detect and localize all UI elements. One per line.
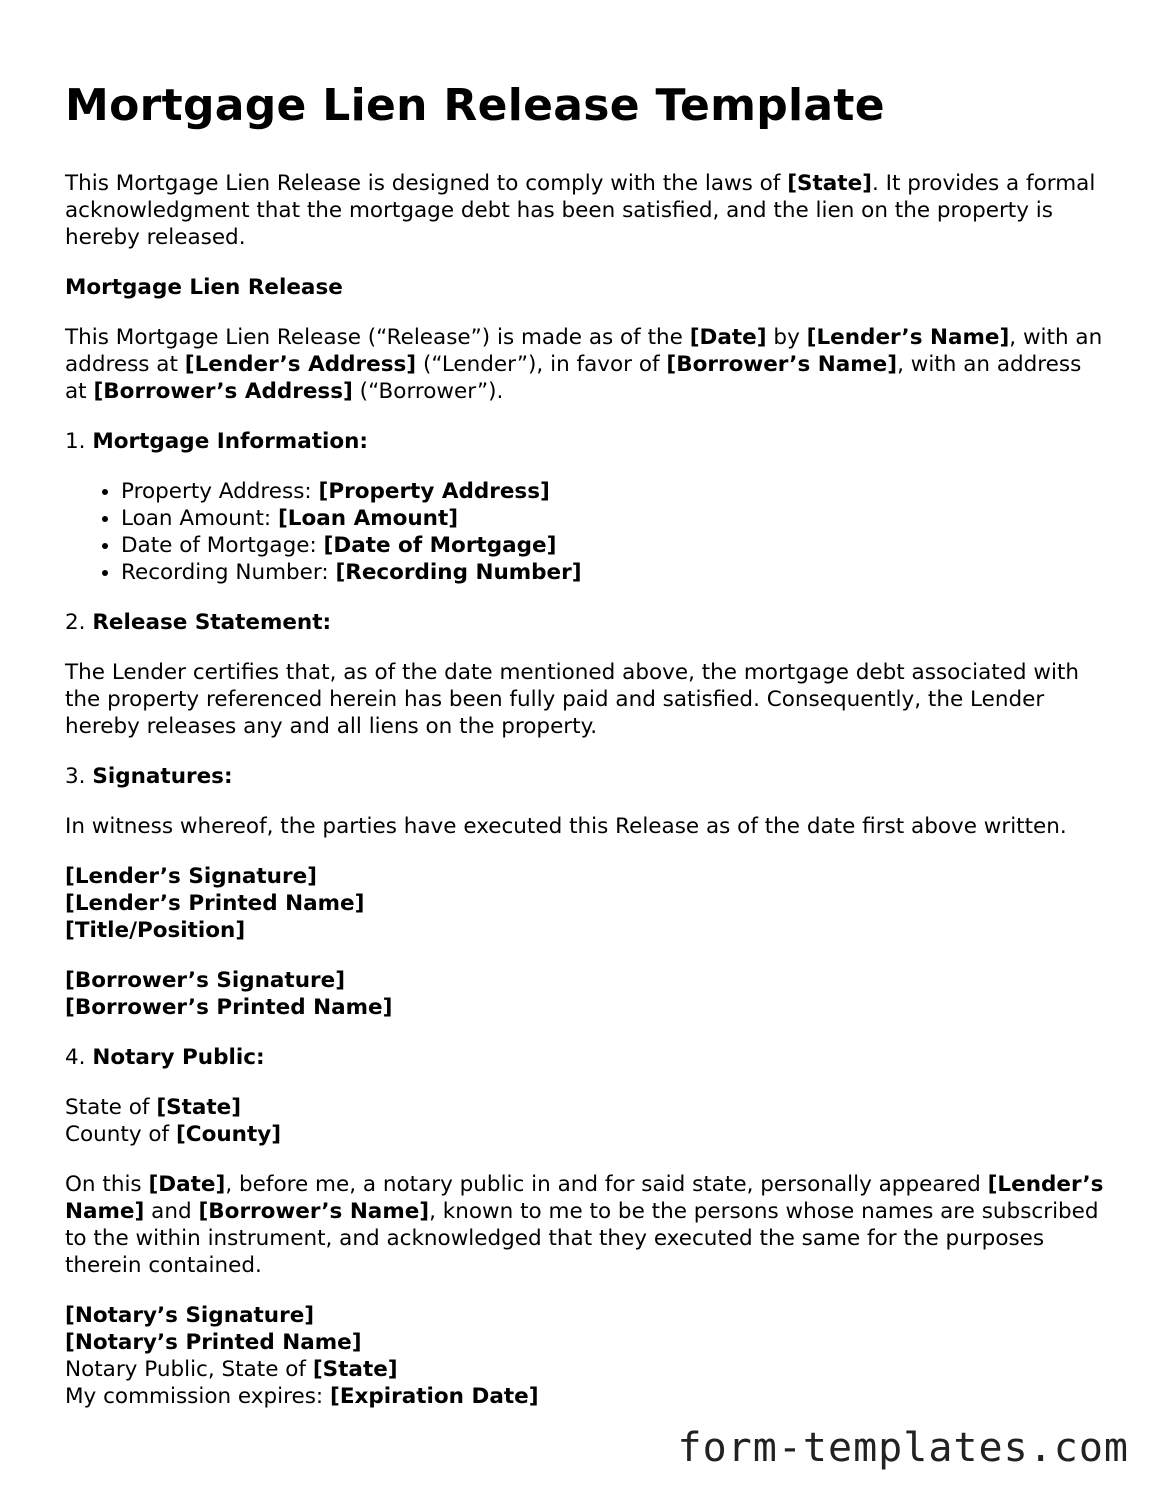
intro-paragraph: This Mortgage Lien Release is designed to comply with the laws of [State]. It provides a formal acknowledgment that the mortgage debt has been satisfied, and the lien on the property is hereby released. xyxy=(65,170,1096,250)
lender-printed-name: [Lender’s Printed Name] xyxy=(65,890,365,916)
borrower-printed-name: [Borrower’s Printed Name] xyxy=(65,994,393,1020)
section-4-heading: 4. Notary Public: xyxy=(65,1044,265,1070)
lender-title: [Title/Position] xyxy=(65,917,246,943)
notary-printed-name: [Notary’s Printed Name] xyxy=(65,1329,362,1355)
witness-text: In witness whereof, the parties have executed this Release as of the date first above written. xyxy=(65,813,1067,839)
list-item: • Date of Mortgage: [Date of Mortgage] xyxy=(121,532,1105,559)
state-placeholder: [State] xyxy=(787,170,872,196)
mortgage-info-list xyxy=(65,478,1105,586)
list-item: • Property Address: [Property Address] xyxy=(121,478,1105,505)
lender-signature: [Lender’s Signature] xyxy=(65,863,317,889)
release-paragraph: This Mortgage Lien Release (“Release”) is made as of the [Date] by [Lender’s Name], with an address at [Lender’s Address] (“Lender”), in favor of [Borrower’s Name], with an address at [Borrower’s Address] (“Borrower”). xyxy=(65,324,1103,404)
borrower-signature: [Borrower’s Signature] xyxy=(65,967,346,993)
watermark: form-templates.com xyxy=(677,1425,1129,1471)
list-item: • Loan Amount: [Loan Amount] xyxy=(121,505,1105,532)
notary-venue: State of [State] County of [County] xyxy=(65,1094,282,1147)
notary-acknowledgment: On this [Date], before me, a notary public in and for said state, personally appeared [Lender’s Name] and [Borrower’s Name], known to me to be the persons whose names are subscribed to the within instrument, and acknowledged that they executed the same for the purposes therein contained. xyxy=(65,1171,1104,1278)
section-3-heading: 3. Signatures: xyxy=(65,763,233,789)
list-item: • Recording Number: [Recording Number] xyxy=(121,559,1105,586)
notary-signature: [Notary’s Signature] xyxy=(65,1302,315,1328)
notary-signature-block: [Notary’s Signature] [Notary’s Printed Name] Notary Public, State of [State] My commission expires: [Expiration Date] xyxy=(65,1302,539,1409)
lender-signature-block xyxy=(65,863,1105,944)
section-heading: Mortgage Lien Release xyxy=(65,274,343,300)
borrower-signature-block xyxy=(65,967,1105,1021)
document-title: Mortgage Lien Release Template xyxy=(65,80,885,131)
section-2-heading: 2. Release Statement: xyxy=(65,609,332,635)
section-1-heading: 1. Mortgage Information: xyxy=(65,428,369,454)
release-statement-text: The Lender certifies that, as of the date mentioned above, the mortgage debt associated with the property referenced herein has been fully paid and satisfied. Consequently, the Lender hereby releases any and all liens on the property. xyxy=(65,659,1079,739)
document-page xyxy=(65,80,1105,1410)
